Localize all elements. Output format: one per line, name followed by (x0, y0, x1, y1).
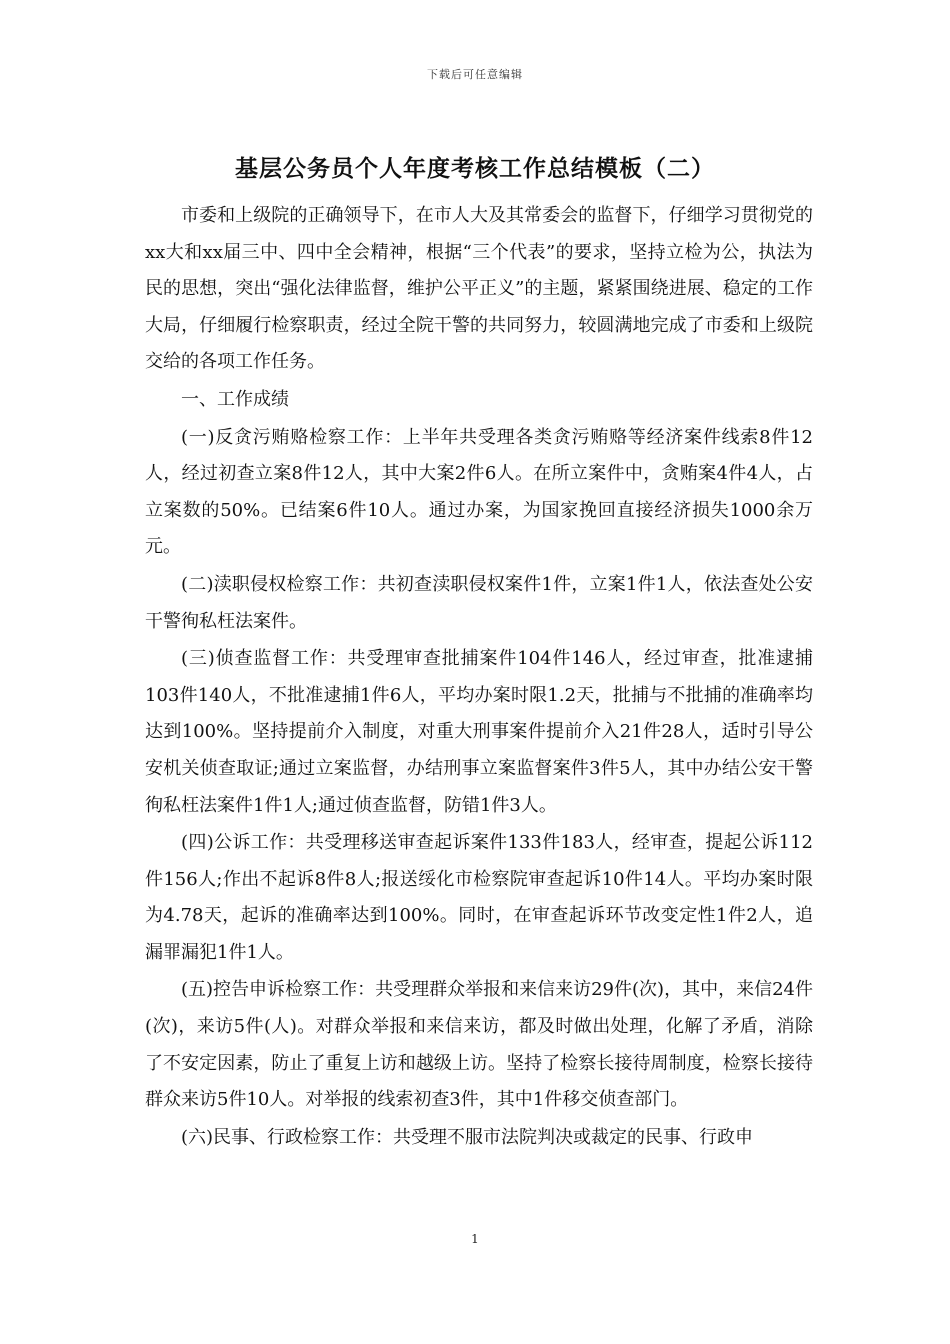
paragraph-investigation-supervision: (三)侦查监督工作：共受理审查批捕案件104件146人，经过审查，批准逮捕103件140人，不批准逮捕1件6人，平均办案时限1.2天，批捕与不批捕的准确率均达到100%。坚持提前介入制度，对重大刑事案件提前介入21件28人，适时引导公安机关侦查取证;通过立案监督，办结刑事立案监督案件3件5人，其中办结公安干警徇私枉法案件1件1人;通过侦查监督，防错1件3人。 (145, 648, 813, 816)
paragraph-civil-administrative: (六)民事、行政检察工作：共受理不服市法院判决或裁定的民事、行政申 (181, 1126, 754, 1148)
header-note: 下载后可任意编辑 (427, 68, 523, 81)
document-title: 基层公务员个人年度考核工作总结模板（二） (235, 156, 715, 182)
paragraph-intro: 市委和上级院的正确领导下，在市人大及其常委会的监督下，仔细学习贯彻党的xx大和xx届三中、四中全会精神，根据“三个代表”的要求，坚持立检为公，执法为民的思想，突出“强化法律监督，维护公平正义”的主题，紧紧围绕进展、稳定的工作大局，仔细履行检察职责，经过全院干警的共同努力，较圆满地完成了市委和上级院交给的各项工作任务。 (145, 205, 813, 373)
paragraph-anti-corruption: (一)反贪污贿赂检察工作：上半年共受理各类贪污贿赂等经济案件线索8件12人，经过初查立案8件12人，其中大案2件6人。在所立案件中，贪贿案4件4人，占立案数的50%。已结案6件10人。通过办案，为国家挽回直接经济损失1000余万元。 (145, 426, 813, 558)
page-number: 1 (471, 1232, 479, 1246)
paragraph-complaints: (五)控告申诉检察工作：共受理群众举报和来信来访29件(次)，其中，来信24件(次)，来访5件(人)。对群众举报和来信来访，都及时做出处理，化解了矛盾，消除了不安定因素，防止了重复上访和越级上访。坚持了检察长接待周制度，检察长接待群众来访5件10人。对举报的线索初查3件，其中1件移交侦查部门。 (145, 979, 813, 1111)
paragraph-dereliction: (二)渎职侵权检察工作：共初查渎职侵权案件1件，立案1件1人，依法查处公安干警徇私枉法案件。 (145, 573, 813, 632)
document-body (145, 198, 813, 1157)
paragraph-prosecution: (四)公诉工作：共受理移送审查起诉案件133件183人，经审查，提起公诉112件156人;作出不起诉8件8人;报送绥化市检察院审查起诉10件14人。平均办案时限为4.78天，起诉的准确率达到100%。同时，在审查起诉环节改变定性1件2人，追漏罪漏犯1件1人。 (145, 832, 813, 963)
section-heading-achievements: 一、工作成绩 (181, 388, 289, 410)
